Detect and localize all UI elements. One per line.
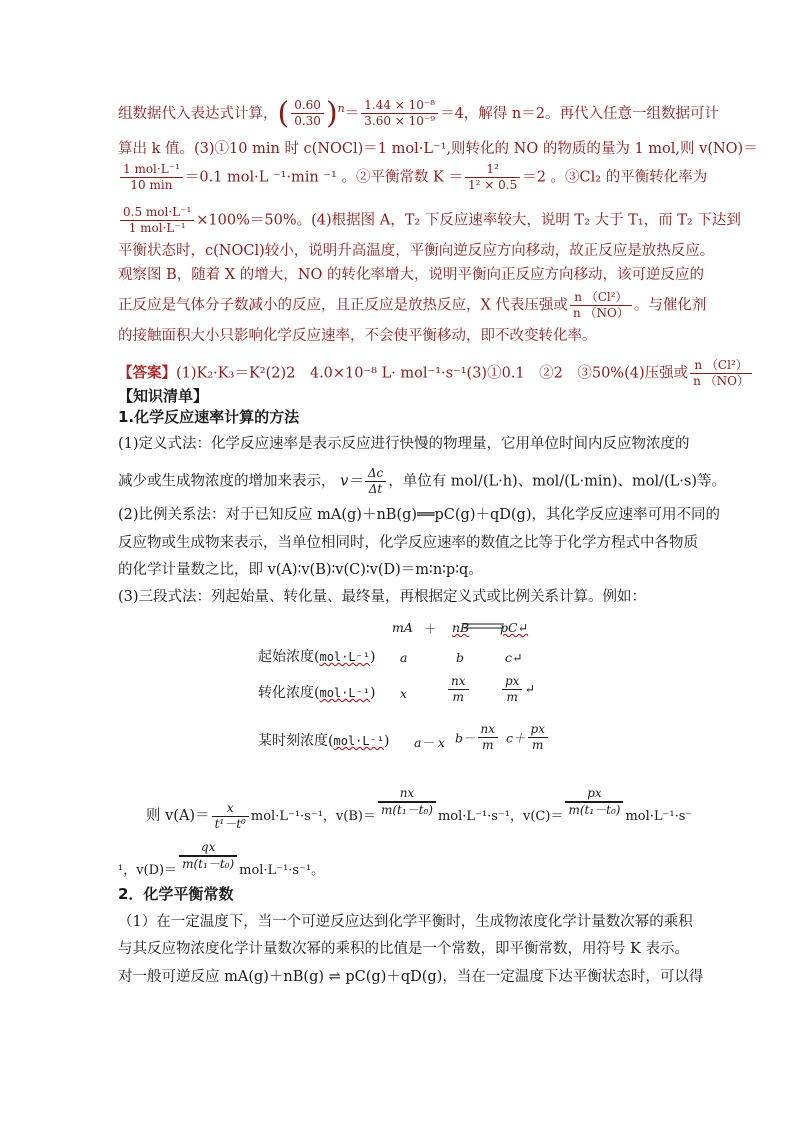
answer-line — [118, 358, 754, 389]
numerator: nx — [448, 674, 469, 690]
text: 正反应是气体分子数减小的反应，且正反应是放热反应，X 代表压强或 — [118, 297, 568, 314]
para-q1a: （1）在一定温度下，当一个可逆反应达到化学平衡时，生成物浓度化学计量数次幂的乘积 — [118, 914, 693, 930]
numerator: qx — [179, 840, 237, 856]
fraction — [478, 722, 499, 753]
solution-line-3 — [118, 162, 707, 193]
text: ) — [384, 733, 390, 749]
row-1-label — [258, 646, 376, 666]
numerator: px — [565, 786, 623, 802]
text: c＋ — [506, 730, 526, 746]
fraction — [570, 290, 632, 321]
text: v＝ — [340, 473, 363, 490]
denominator: m(t₁－t₀) — [179, 856, 237, 872]
solution-line-2: 算出 k 值。(3)①10 min 时 c(NOCl)＝1 mol·L⁻¹,则转化的 NO 的物质的量为 1 mol,则 v(NO)＝ — [118, 141, 758, 157]
denominator: 0.30 — [294, 114, 321, 129]
text: pC↵ — [500, 620, 529, 635]
fraction — [212, 801, 249, 832]
text: mol·L⁻¹·s⁻ — [625, 809, 693, 824]
para-2b: 反应物或生成物来表示，当单位相同时，化学反应速率的数值之比等于化学方程式中各物质 — [118, 535, 698, 551]
row-2-a: x — [400, 686, 408, 701]
eq-term-pc — [500, 620, 528, 635]
para-q1c: 对一般可逆反应 mA(g)＋nB(g) ⇌ pC(g)＋qD(g)，当在一定温度下达平衡状态时，可以得 — [118, 969, 704, 985]
denominator: n （NO） — [693, 374, 750, 388]
row-2-b — [446, 674, 471, 705]
text: ＝4，解得 n＝2。再代入任意一组数据可计 — [440, 105, 719, 122]
text: ¹，v(D)＝ — [118, 863, 178, 878]
fraction — [502, 674, 522, 705]
denominator: m(t₁－t₀) — [565, 802, 623, 818]
numerator: 1 mol·L⁻¹ — [120, 162, 183, 178]
para-1b — [118, 466, 726, 497]
numerator: 0.5 mol·L⁻¹ — [120, 205, 194, 221]
solution-line-8: 的接触面积大小只影响化学反应速率，不会使平衡移动，即不改变转化率。 — [118, 328, 597, 344]
right-paren: ) — [325, 95, 338, 131]
denominator: m — [532, 738, 544, 752]
text: ＝2 。③Cl₂ 的平衡转化率为 — [522, 169, 708, 186]
numerator: n （Cl²） — [570, 290, 632, 306]
fraction — [120, 205, 194, 236]
numerator: nx — [478, 722, 499, 738]
numerator: 1.44 × 10⁻⁸ — [361, 98, 438, 114]
fraction — [120, 162, 183, 193]
solution-line-1 — [118, 95, 719, 131]
fraction — [361, 98, 438, 129]
answer-text: (1)K₂·K₃＝K²(2)2 4.0×10⁻⁸ L· mol⁻¹·s⁻¹(3)①0.1 ②2 ③50%(4)压强或 — [176, 365, 689, 382]
text: ＝ — [344, 105, 360, 122]
text: ) — [370, 685, 376, 701]
text: nB — [452, 620, 470, 635]
para-2a: (2)比例关系法：对于已知反应 mA(g)＋nB(g)══pC(g)＋qD(g)，其化学反应速率可用不同的 — [118, 507, 720, 523]
denominator: m — [506, 690, 518, 704]
denominator: m — [452, 690, 464, 704]
denominator: m — [482, 738, 494, 752]
denominator: Δt — [368, 482, 383, 496]
exponent: n — [337, 102, 345, 115]
row-3-a: a－ x — [414, 735, 445, 750]
fraction — [465, 162, 520, 193]
section-1-title: 1.化学反应速率计算的方法 — [118, 408, 300, 426]
rate-formula-d-line — [118, 840, 324, 882]
numerator: px — [502, 674, 522, 690]
row-1-c: c↵ — [505, 650, 523, 665]
text: mol·L⁻¹·s⁻¹。 — [239, 863, 325, 878]
denominator: 10 min — [130, 178, 173, 192]
text: mol·L⁻¹·s⁻¹，v(C)＝ — [437, 809, 564, 824]
unit: mol·L⁻¹ — [319, 650, 371, 664]
fraction — [378, 786, 436, 818]
text: ＝0.1 mol·L ⁻¹·min ⁻¹ 。②平衡常数 K ＝ — [184, 169, 463, 186]
row-2-c — [500, 674, 535, 705]
denominator: t¹－t⁰ — [214, 816, 246, 831]
unit: mol·L⁻¹ — [333, 734, 385, 748]
rate-formulas-line — [146, 786, 692, 832]
fraction — [690, 358, 752, 389]
fraction — [448, 674, 469, 705]
fraction — [179, 840, 237, 872]
left-paren: ( — [277, 95, 290, 131]
text: b－ — [455, 730, 476, 746]
text: ×100%＝50%。(4)根据图 A，T₂ 下反应速率较大，说明 T₂ 大于 T₁，而 T₂ 下达到 — [196, 212, 741, 229]
answer-tag: 【答案】 — [118, 364, 176, 382]
numerator: px — [528, 722, 548, 738]
text: 转化浓度( — [258, 685, 320, 701]
solution-line-4 — [118, 205, 741, 236]
numerator: 0.60 — [291, 98, 324, 114]
row-2-label — [258, 682, 376, 702]
text: 组数据代入表达式计算， — [118, 105, 278, 122]
row-1-b: b — [456, 650, 465, 665]
row-3-c — [506, 722, 550, 753]
denominator: 1² × 0.5 — [468, 178, 518, 192]
fraction — [291, 98, 324, 129]
fraction — [565, 786, 623, 818]
knowledge-title: 【知识清单】 — [118, 387, 209, 405]
para-q1b: 与其反应物浓度化学计量数次幂的乘积的比值是一个常数，即平衡常数，用符号 K 表示。 — [118, 941, 690, 957]
text: ↵ — [524, 681, 535, 696]
row-3-label — [258, 730, 390, 750]
eq-term-ma: mA — [392, 620, 413, 635]
para-3: (3)三段式法：列起始量、转化量、最终量，再根据定义式或比例关系计算。例如： — [118, 589, 647, 605]
section-2-title: 2．化学平衡常数 — [118, 885, 234, 903]
numerator: nx — [378, 786, 436, 802]
text: ) — [370, 649, 376, 665]
para-1a: (1)定义式法：化学反应速率是表示反应进行快慢的物理量，它用单位时间内反应物浓度的 — [118, 436, 690, 452]
row-3-b — [455, 722, 500, 753]
solution-line-5: 平衡状态时，c(NOCl)较小，说明升高温度，平衡向逆反应方向移动，故正反应是放热反应。 — [118, 243, 715, 259]
text: ，单位有 mol/(L·h)、mol/(L·min)、mol/(L·s)等。 — [388, 473, 726, 490]
denominator: 3.60 × 10⁻⁹ — [364, 114, 436, 129]
para-2c: 的化学计量数之比，即 v(A)∶v(B)∶v(C)∶v(D)＝m∶n∶p∶q。 — [118, 562, 483, 578]
row-1-a: a — [400, 650, 408, 665]
numerator: x — [212, 801, 249, 817]
denominator: n （NO） — [572, 306, 629, 320]
fraction — [365, 466, 386, 497]
numerator: 1² — [465, 162, 520, 178]
text: 起始浓度( — [258, 649, 320, 665]
solution-line-6: 观察图 B，随着 X 的增大，NO 的转化率增大，说明平衡向正反应方向移动，该可逆反应的 — [118, 267, 704, 283]
text: mol·L⁻¹·s⁻¹，v(B)＝ — [250, 809, 376, 824]
text: 。与催化剂 — [633, 297, 707, 314]
fraction — [528, 722, 548, 753]
text: 减少或生成物浓度的增加来表示， — [118, 473, 336, 490]
denominator: m(t₁－t₀) — [378, 802, 436, 818]
solution-line-7 — [118, 290, 706, 321]
text: 某时刻浓度( — [258, 733, 334, 749]
unit: mol·L⁻¹ — [319, 686, 371, 700]
denominator: 1 mol·L⁻¹ — [128, 221, 186, 235]
eq-plus: ＋ — [424, 621, 437, 636]
numerator: Δc — [365, 466, 386, 482]
text: 则 v(A)＝ — [146, 808, 210, 824]
numerator: n （Cl²） — [690, 358, 752, 374]
